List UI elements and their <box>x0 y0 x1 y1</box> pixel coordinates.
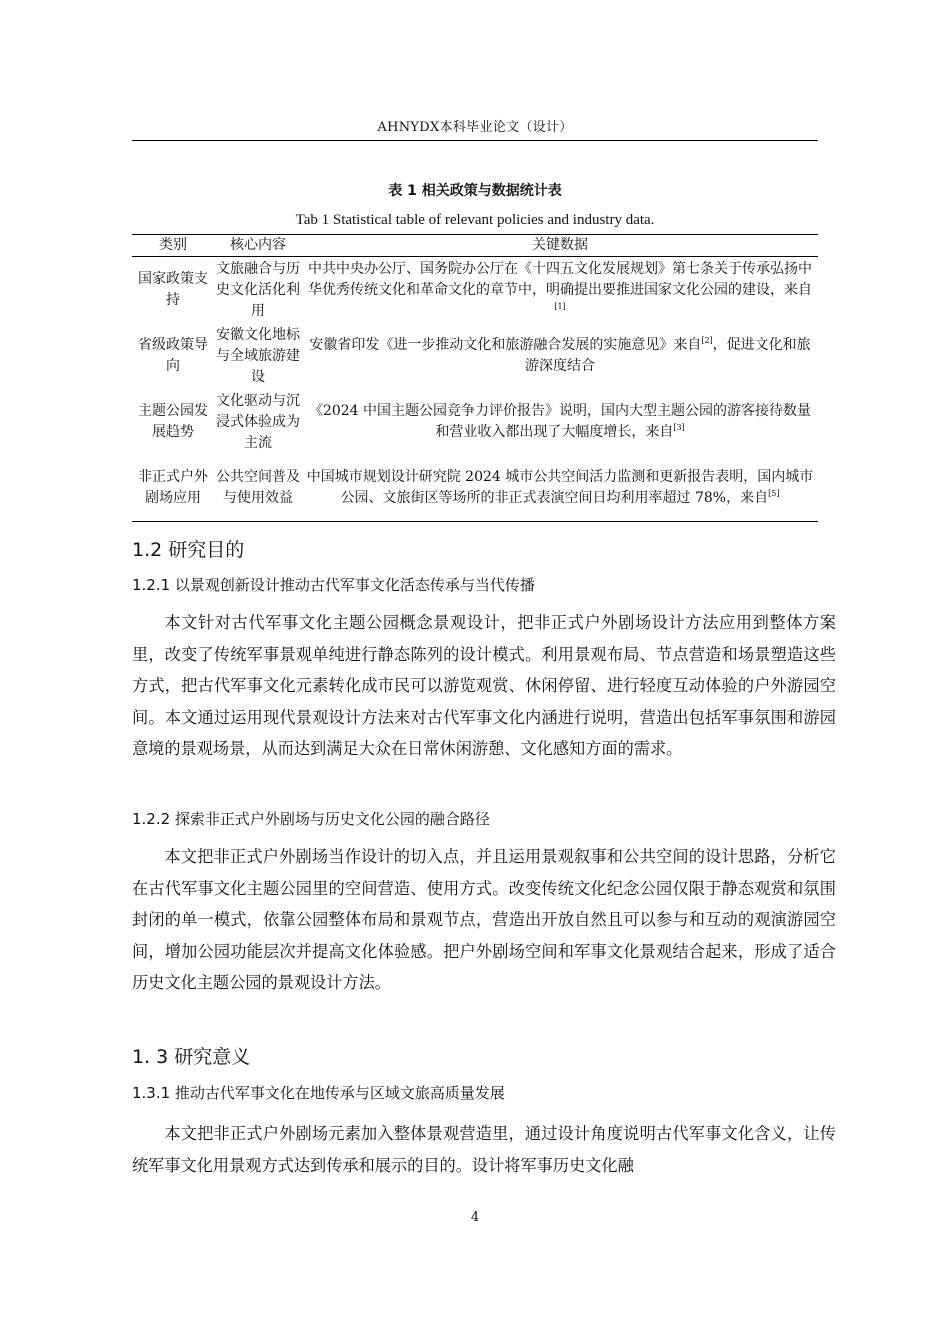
cell-data <box>302 323 818 389</box>
cell-category: 主题公园发展趋势 <box>138 403 208 440</box>
cell-category: 非正式户外剧场应用 <box>132 455 214 522</box>
cell-data-tail: ，促进文化和旅游深度结合 <box>525 337 811 374</box>
cell-category: 省级政策导向 <box>138 337 208 374</box>
header-rule <box>132 140 818 141</box>
table-row <box>132 455 818 522</box>
page-number: 4 <box>470 1210 480 1225</box>
subsection-heading-1-2-1: 1.2.1 以景观创新设计推动古代军事文化活态传承与当代传播 <box>132 576 535 594</box>
section-heading-1-3: 1. 3 研究意义 <box>132 1046 251 1068</box>
column-header: 核心内容 <box>214 235 302 257</box>
running-header: AHNYDX本科毕业论文（设计） <box>377 120 573 135</box>
cell-data <box>302 455 818 522</box>
subsection-heading-1-3-1: 1.3.1 推动古代军事文化在地传承与区域文旅高质量发展 <box>132 1084 505 1102</box>
cell-content: 文旅融合与历史文化活化利用 <box>216 260 300 319</box>
cell-data <box>302 389 818 455</box>
citation-ref: [1] <box>554 301 566 311</box>
cell-data-text: 中共中央办公厅、国务院办公厅在《十四五文化发展规划》第七条关于传承弘扬中华优秀传统文化和革命文化的章节中，明确提出要推进国家文化公园的建设，来自 <box>308 260 812 298</box>
cell-data <box>302 257 818 324</box>
cell-content: 文化驱动与沉浸式体验成为主流 <box>216 392 300 451</box>
table-caption-en: Tab 1 Statistical table of relevant policies and industry data. <box>295 212 655 228</box>
cell-data-text: 安徽省印发《进一步推动文化和旅游融合发展的实施意见》来自 <box>309 337 702 353</box>
cell-content: 安徽文化地标与全域旅游建设 <box>216 326 300 385</box>
section-heading-1-2: 1.2 研究目的 <box>132 539 245 561</box>
table-header-row <box>132 235 818 257</box>
citation-ref: [2] <box>701 336 713 345</box>
subsection-heading-1-2-2: 1.2.2 探索非正式户外剧场与历史文化公园的融合路径 <box>132 810 490 828</box>
column-header: 类别 <box>132 235 214 257</box>
cell-content: 公共空间普及与使用效益 <box>214 455 302 522</box>
paragraph-1-2-1: 本文针对古代军事文化主题公园概念景观设计，把非正式户外剧场设计方法应用到整体方案里，改变了传统军事景观单纯进行静态陈列的设计模式。利用景观布局、节点营造和场景塑造这些方式，把古代军事文化元素转化成市民可以游览观赏、休闲停留、进行轻度互动体验的户外游园空间。本文通过运用现代景观设计方法来对古代军事文化内涵进行说明，营造出包括军事氛围和游园意境的景观场景，从而达到满足大众在日常休闲游憩、文化感知方面的需求。 <box>132 613 836 758</box>
cell-category: 国家政策支持 <box>138 271 208 308</box>
citation-ref: [5] <box>768 489 780 498</box>
table-row <box>132 257 818 324</box>
paragraph-1-2-2: 本文把非正式户外剧场当作设计的切入点，并且运用景观叙事和公共空间的设计思路，分析它在古代军事文化主题公园里的空间营造、使用方式。改变传统文化纪念公园仅限于静态观赏和氛围封闭的单一模式，依靠公园整体布局和景观节点，营造出开放自然且可以参与和互动的观演游园空间，增加公园功能层次并提高文化体验感。把户外剧场空间和军事文化景观结合起来，形成了适合历史文化主题公园的景观设计方法。 <box>132 847 836 992</box>
citation-ref: [3] <box>673 423 685 432</box>
cell-data-text: 中国城市规划设计研究院 2024 城市公共空间活力监测和更新报告表明，国内城市公园、文旅街区等场所的非正式表演空间日均利用率超过 78%，来自 <box>306 469 814 506</box>
table-row <box>132 323 818 389</box>
paragraph-1-3-1: 本文把非正式户外剧场元素加入整体景观营造里，通过设计角度说明古代军事文化含义，让传统军事文化用景观方式达到传承和展示的目的。设计将军事历史文化融 <box>132 1124 836 1175</box>
table-row <box>132 389 818 455</box>
column-header: 关键数据 <box>302 235 818 257</box>
table-caption-cn: 表 1 相关政策与数据统计表 <box>388 183 562 199</box>
policy-data-table <box>132 234 818 522</box>
cell-data-text: 《2024 中国主题公园竞争力评价报告》说明，国内大型主题公园的游客接待数量和营业收入都出现了大幅度增长，来自 <box>308 403 812 440</box>
